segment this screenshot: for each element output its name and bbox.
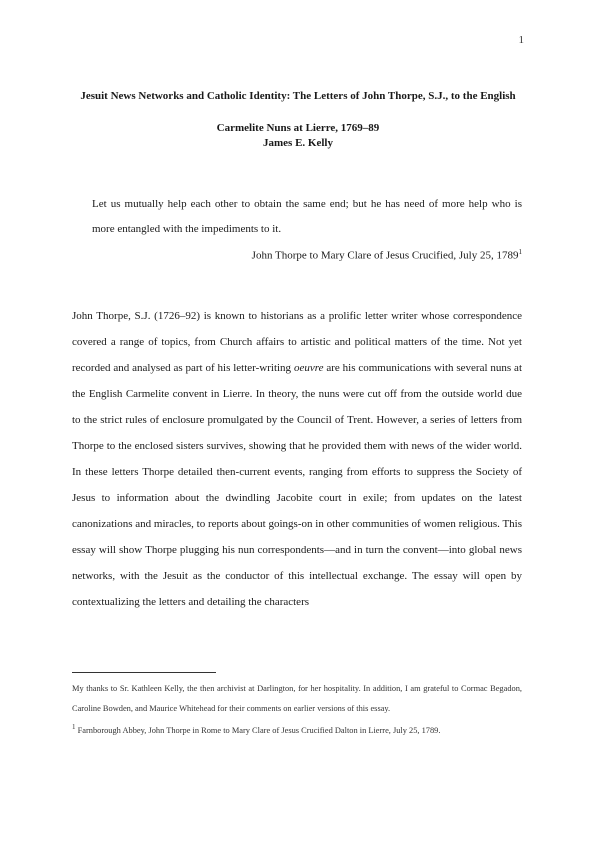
author-name: James E. Kelly: [263, 137, 333, 149]
page-number: 1: [518, 34, 524, 46]
footnote-acknowledgement: My thanks to Sr. Kathleen Kelly, the then archivist at Darlington, for her hospitality. In addition, I am grateful to Cormac Begadon, Caroline Bowden, and Maurice Whitehead for their comments on earlier versions of this essay.: [72, 684, 522, 713]
footnote-1: [72, 718, 522, 740]
epigraph-quote: Let us mutually help each other to obtain the same end; but he has need of more help who is more entangled with the impediments to it.: [92, 198, 522, 235]
footnote-reference-1[interactable]: 1: [518, 248, 522, 256]
footnote-1-number: 1: [72, 723, 76, 731]
epigraph-attribution: [92, 248, 522, 262]
body-paragraph: [72, 303, 522, 615]
footnote-separator: [72, 672, 216, 673]
body-text-italic: oeuvre: [293, 362, 324, 374]
footnotes-section: [72, 679, 522, 740]
footnote-1-text: Farnborough Abbey, John Thorpe in Rome to Mary Clare of Jesus Crucified Dalton in Lierre, July 25, 1789.: [75, 725, 441, 735]
body-text-part-2: are his communications with several nuns at the English Carmelite convent in Lierre. In theory, the nuns were cut off from the outside world due to the strict rules of enclosure promulgated by the Council of Trent. However, a series of letters from Thorpe to the enclosed sisters survives, showing that he provided them with news of the wider world. In these letters Thorpe detailed then-current events, ranging from efforts to suppress the Society of Jesus to information about the dwindling Jacobite court in exile; from updates on the latest canonizations and miracles, to reports about goings-on in other communities of women religious. This essay will show Thorpe plugging his nun correspondents—and in turn the convent—into global news networks, with the Jesuit as the conductor of this intellectual exchange. The essay will open by contextualizing the letters and detailing the characters: [72, 362, 522, 608]
body-text-part-1: John Thorpe, S.J. (1726–92) is known to historians as a prolific letter writer whose correspondence covered a range of topics, from Church affairs to artistic and political matters of the time. Not yet recorded and analysed as part of his letter-writing: [72, 310, 522, 374]
epigraph-attribution-text: John Thorpe to Mary Clare of Jesus Crucified, July 25, 1789: [251, 249, 519, 262]
article-title: Jesuit News Networks and Catholic Identity: The Letters of John Thorpe, S.J., to the English Carmelite Nuns at Lierre, 1769–89: [80, 90, 516, 134]
